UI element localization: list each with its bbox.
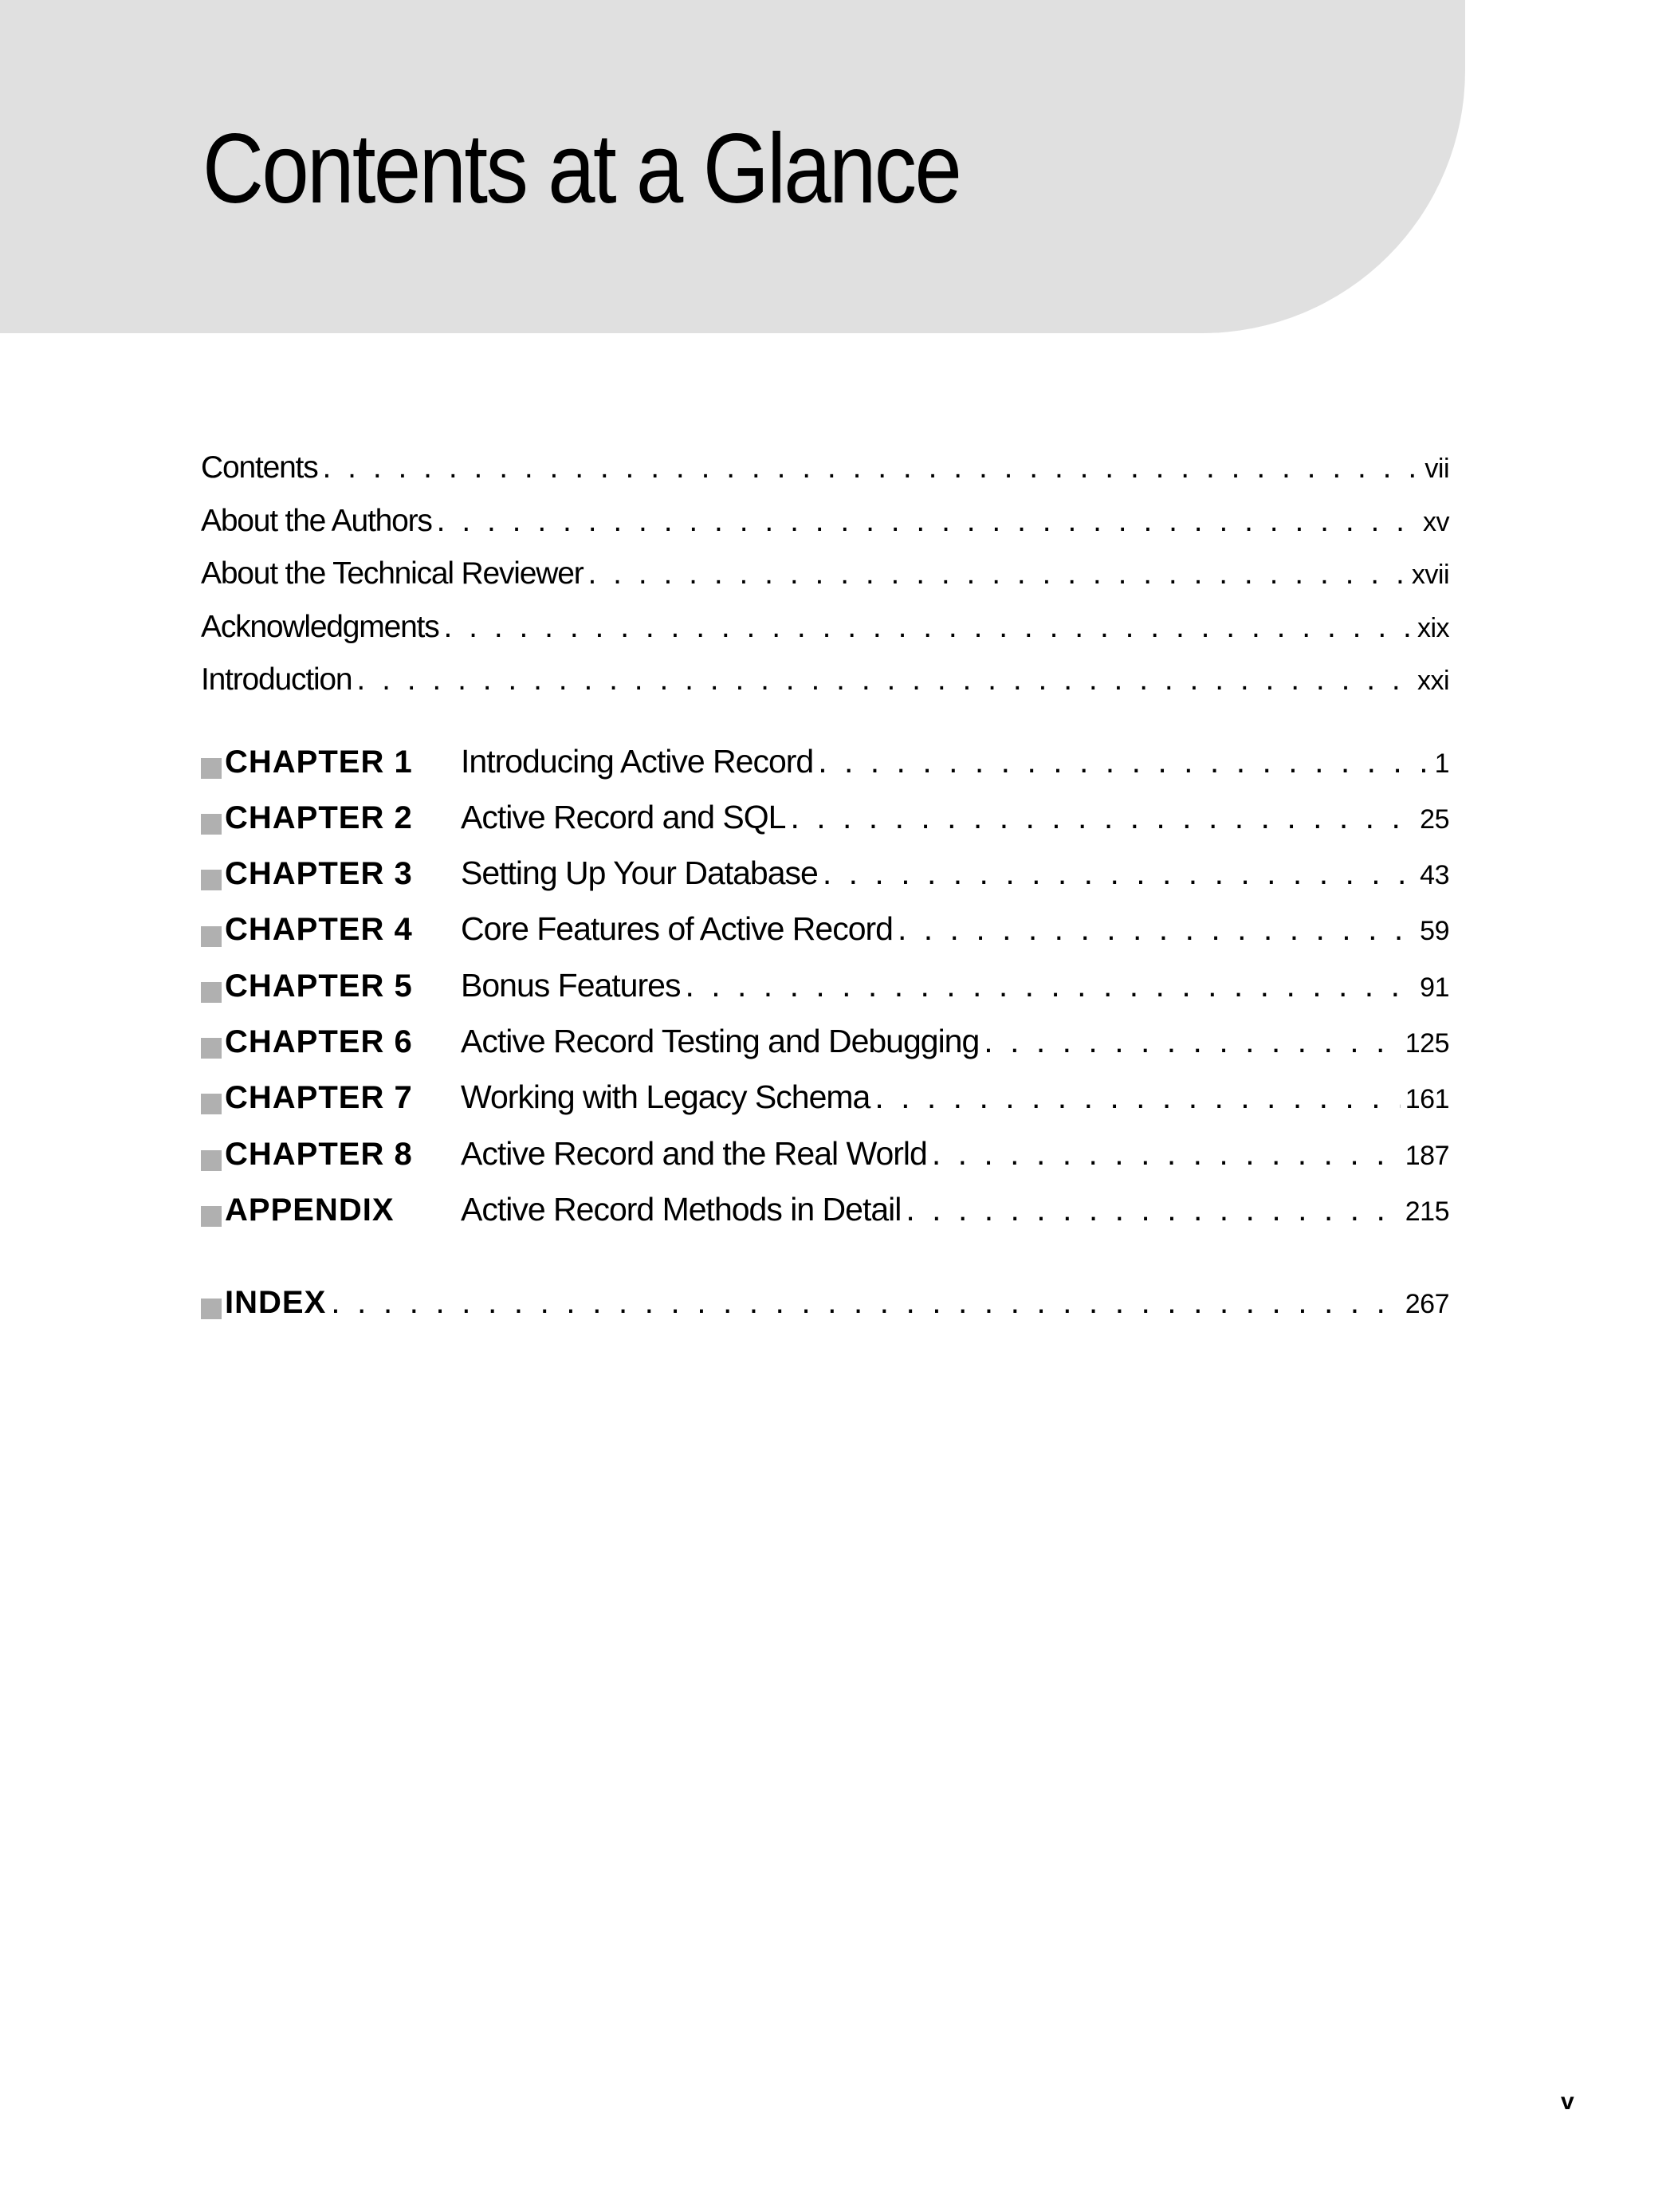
- chapter-label: CHAPTER 7: [225, 1080, 413, 1116]
- entry-page: 161: [1405, 1084, 1449, 1115]
- chapter-title: Active Record and the Real World: [461, 1134, 927, 1172]
- dot-leader: [323, 450, 1421, 485]
- bullet-square-icon: [201, 1299, 222, 1319]
- chapter-title: Active Record and SQL: [461, 798, 786, 835]
- entry-label: Introduction: [201, 662, 352, 697]
- chapter-label: CHAPTER 6: [225, 1023, 413, 1059]
- toc-entry-chapter-3[interactable]: [201, 855, 1449, 910]
- entry-page: vii: [1424, 454, 1449, 484]
- toc-entry-chapter-1[interactable]: [201, 743, 1449, 799]
- entry-page: 43: [1420, 860, 1449, 891]
- entry-page: xxi: [1417, 666, 1449, 696]
- dot-leader: [356, 662, 1413, 697]
- entry-page: xix: [1417, 612, 1449, 643]
- entry-page: 187: [1405, 1140, 1449, 1171]
- bullet-square-icon: [201, 926, 222, 947]
- chapter-label: CHAPTER 2: [225, 800, 413, 835]
- dot-leader: [444, 610, 1413, 645]
- entry-label: Contents: [201, 450, 318, 485]
- chapter-label: CHAPTER 1: [225, 744, 413, 780]
- chapter-label: CHAPTER 5: [225, 968, 413, 1004]
- chapter-title: Core Features of Active Record: [461, 910, 893, 948]
- toc-entry-chapter-8[interactable]: [201, 1135, 1449, 1191]
- toc-entry-introduction[interactable]: [201, 662, 1449, 716]
- entry-page: 125: [1405, 1027, 1449, 1059]
- dot-leader: [898, 910, 1415, 948]
- dot-leader: [437, 504, 1418, 539]
- bullet-square-icon: [201, 814, 222, 835]
- bullet-square-icon: [201, 870, 222, 890]
- chapter-list: [201, 743, 1449, 1340]
- toc-entry-chapter-4[interactable]: [201, 910, 1449, 966]
- dot-leader: [932, 1135, 1401, 1173]
- dot-leader: [823, 855, 1415, 892]
- table-of-contents: [201, 450, 1449, 1339]
- chapter-title: Working with Legacy Schema: [461, 1078, 870, 1116]
- bullet-square-icon: [201, 1094, 222, 1114]
- entry-page: 25: [1420, 803, 1449, 835]
- entry-page: 215: [1405, 1196, 1449, 1227]
- bullet-square-icon: [201, 1150, 222, 1171]
- dot-leader: [790, 799, 1415, 836]
- toc-entry-contents[interactable]: [201, 450, 1449, 504]
- entry-page: 1: [1434, 748, 1449, 779]
- toc-entry-appendix[interactable]: [201, 1191, 1449, 1247]
- chapter-title: Setting Up Your Database: [461, 855, 818, 892]
- toc-entry-about-the-technical-reviewer[interactable]: [201, 556, 1449, 610]
- dot-leader: [331, 1283, 1401, 1321]
- entry-label: Acknowledgments: [201, 609, 439, 644]
- chapter-label: CHAPTER 4: [225, 912, 413, 948]
- toc-entry-about-the-authors[interactable]: [201, 504, 1449, 557]
- bullet-square-icon: [201, 982, 222, 1003]
- bullet-square-icon: [201, 1206, 222, 1227]
- dot-leader: [874, 1078, 1400, 1116]
- index-label: INDEX: [225, 1285, 327, 1321]
- entry-page: xv: [1423, 506, 1449, 537]
- dot-leader: [906, 1191, 1400, 1228]
- chapter-label: APPENDIX: [225, 1192, 395, 1228]
- chapter-title: Introducing Active Record: [461, 742, 814, 780]
- page-folio: v: [1561, 2088, 1574, 2115]
- toc-entry-chapter-2[interactable]: [201, 799, 1449, 855]
- page-title: Contents at a Glance: [202, 114, 961, 224]
- entry-label: About the Authors: [201, 503, 432, 538]
- entry-page: 267: [1405, 1289, 1449, 1320]
- entry-label: About the Technical Reviewer: [201, 556, 584, 591]
- chapter-title: Bonus Features: [461, 966, 681, 1004]
- chapter-title: Active Record Methods in Detail: [461, 1190, 902, 1228]
- chapter-label: CHAPTER 3: [225, 856, 413, 892]
- chapter-label: CHAPTER 8: [225, 1136, 413, 1172]
- dot-leader: [685, 967, 1415, 1004]
- toc-entry-index[interactable]: [201, 1283, 1449, 1339]
- dot-leader: [818, 743, 1429, 780]
- dot-leader: [984, 1023, 1400, 1060]
- toc-entry-chapter-6[interactable]: [201, 1023, 1449, 1078]
- dot-leader: [587, 556, 1406, 591]
- entry-page: 91: [1420, 972, 1449, 1003]
- entry-page: 59: [1420, 916, 1449, 947]
- bullet-square-icon: [201, 1038, 222, 1059]
- toc-entry-acknowledgments[interactable]: [201, 610, 1449, 663]
- entry-page: xvii: [1411, 560, 1449, 590]
- chapter-title: Active Record Testing and Debugging: [461, 1022, 980, 1059]
- front-matter-list: [201, 450, 1449, 716]
- bullet-square-icon: [201, 758, 222, 779]
- toc-entry-chapter-7[interactable]: [201, 1078, 1449, 1134]
- toc-entry-chapter-5[interactable]: [201, 967, 1449, 1023]
